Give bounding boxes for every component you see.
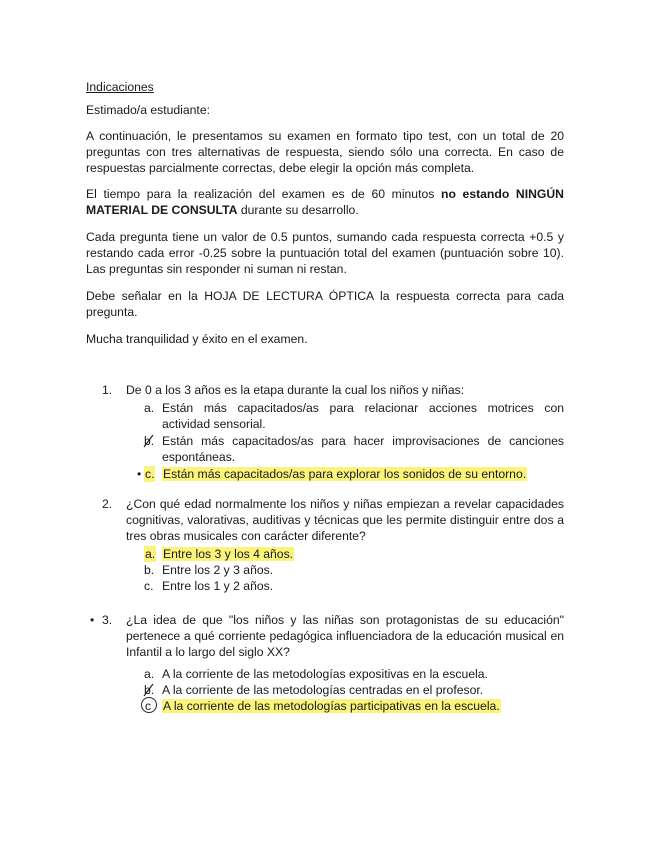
page-title: Indicaciones	[86, 80, 154, 94]
option-letter: c.	[144, 579, 154, 593]
no-material-warning: no estando NINGÚN MATERIAL DE CONSULTA	[86, 187, 564, 217]
time-text-end: durante su desarrollo.	[237, 203, 359, 217]
option-text: Entre los 2 y 3 años.	[162, 563, 274, 577]
question-1	[102, 382, 564, 482]
highlighted-answer: Entre los 3 y los 4 años.	[163, 547, 294, 561]
option-b[interactable]	[144, 433, 564, 465]
tick-mark-icon: •	[137, 467, 142, 481]
option-a[interactable]	[144, 546, 564, 562]
option-letter: a.	[145, 547, 156, 561]
question-number: 3.	[102, 613, 113, 627]
option-c[interactable]	[137, 466, 564, 482]
option-text: Están más capacitados/as para hacer improvisaciones de canciones espontáneas.	[162, 434, 564, 464]
question-2	[102, 496, 564, 594]
option-text: Entre los 1 y 2 años.	[162, 579, 274, 593]
option-letter: c	[145, 699, 152, 713]
option-letter: b.	[144, 683, 155, 697]
option-letter: c.	[145, 467, 155, 481]
option-letter: b.	[144, 563, 155, 577]
option-text: Están más capacitados/as para relacionar acciones motrices con actividad sensorial.	[162, 401, 564, 431]
question-text: ¿La idea de que "los niños y las niñas son protagonistas de su educación" pertenece a qué corriente pedagógica influenciadora de la educación musical en Infantil a lo largo del siglo XX?	[126, 613, 564, 659]
option-letter: a.	[144, 401, 155, 415]
highlighted-answer: A la corriente de las metodologías participativas en la escuela.	[163, 699, 500, 713]
option-b[interactable]	[144, 562, 564, 578]
options-list	[137, 400, 564, 482]
greeting: Estimado/a estudiante:	[86, 103, 210, 117]
time-text: El tiempo para la realización del examen es de 60 minutos	[86, 187, 441, 201]
option-c[interactable]	[144, 698, 564, 714]
question-text: De 0 a los 3 años es la etapa durante la cual los niños y niñas:	[126, 383, 465, 397]
option-text: A la corriente de las metodologías expositivas en la escuela.	[162, 667, 488, 681]
option-text: A la corriente de las metodologías centradas en el profesor.	[162, 683, 484, 697]
instructions-paragraph-5: Mucha tranquilidad y éxito en el examen.	[86, 332, 308, 346]
option-letter: b.	[144, 434, 155, 448]
unanswered-note: Las preguntas sin responder ni suman ni restan.	[86, 262, 347, 276]
option-letter: a.	[144, 667, 155, 681]
option-b[interactable]	[144, 682, 564, 698]
instructions-paragraph-3	[86, 229, 564, 277]
option-a[interactable]	[144, 400, 564, 432]
tick-mark-icon: •	[90, 613, 95, 627]
options-list	[144, 666, 564, 714]
options-list	[144, 546, 564, 594]
question-text: ¿Con qué edad normalmente los niños y niñas empiezan a revelar capacidades cognitivas, valorativas, auditivas y técnicas que les permite distinguir entre dos a tres obras musicales con carácter diferente?	[126, 497, 564, 543]
instructions-paragraph-4: Debe señalar en la HOJA DE LECTURA ÓPTICA la respuesta correcta para cada pregunta.	[86, 289, 564, 319]
option-c[interactable]	[144, 578, 564, 594]
instructions-paragraph-2	[86, 186, 564, 218]
highlighted-answer: Están más capacitados/as para explorar los sonidos de su entorno.	[163, 467, 527, 481]
question-number: 2.	[102, 497, 113, 511]
option-a[interactable]	[144, 666, 564, 682]
question-3	[90, 612, 564, 714]
scoring-text: Cada pregunta tiene un valor de 0.5 puntos, sumando cada respuesta correcta +0.5 y restando cada error -0.25 sobre la puntuación total del examen (puntuación sobre 10).	[86, 230, 564, 260]
instructions-paragraph-1: A continuación, le presentamos su examen en formato tipo test, con un total de 20 preguntas con tres alternativas de respuesta, siendo sólo una correcta. En caso de respuestas parcialmente correctas, debe elegir la opción más completa.	[86, 129, 564, 175]
question-number: 1.	[102, 383, 113, 397]
